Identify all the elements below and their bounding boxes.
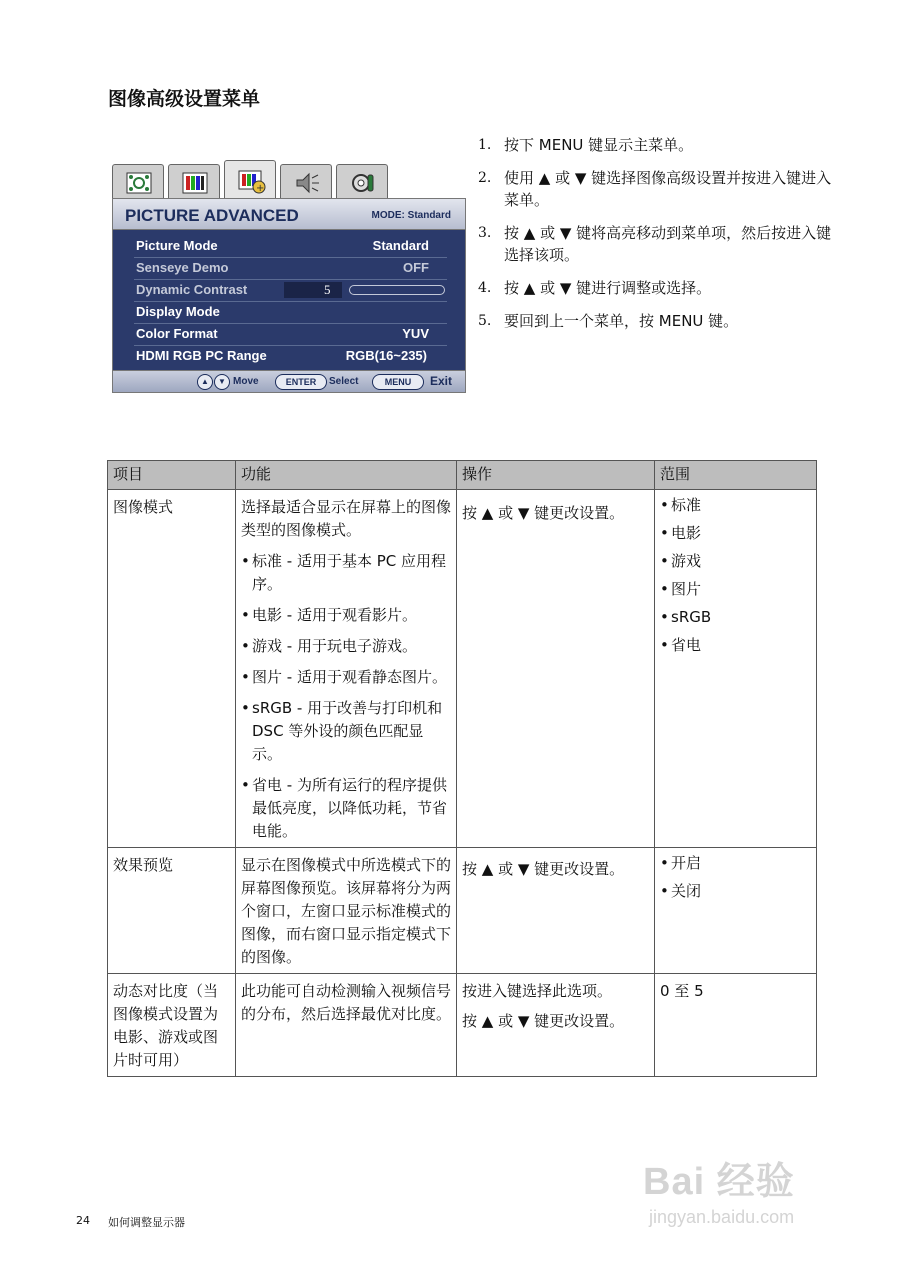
menu-button[interactable]: MENU bbox=[372, 374, 424, 390]
osd-footer bbox=[112, 370, 466, 393]
operation-text: 按 ▲ 或 ▼ 键更改设置。 bbox=[462, 860, 625, 878]
osd-row-value: Standard bbox=[372, 238, 429, 253]
column-header: 项目 bbox=[108, 461, 236, 490]
range-list bbox=[660, 852, 811, 903]
step-text: 按 ▲ 或 ▼ 键将高亮移动到菜单项，然后按进入键选择该项。 bbox=[504, 224, 832, 264]
column-header: 范围 bbox=[655, 461, 817, 490]
osd-row-value: OFF bbox=[403, 260, 429, 275]
instruction-steps bbox=[478, 134, 838, 343]
list-item: • 省电 bbox=[660, 634, 811, 657]
osd-row-dynamic-contrast[interactable] bbox=[134, 279, 447, 302]
list-item: • 图片 bbox=[660, 578, 811, 601]
page-number: 24 bbox=[76, 1214, 90, 1227]
function-cell: 此功能可自动检测输入视频信号的分布，然后选择最优对比度。 bbox=[236, 974, 457, 1077]
function-text: 选择最适合显示在屏幕上的图像类型的图像模式。 bbox=[241, 498, 452, 539]
picture-advanced-icon bbox=[238, 170, 266, 194]
item-cell: 动态对比度（当图像模式设置为电影、游戏或图片时可用） bbox=[108, 974, 236, 1077]
osd-row-label: Picture Mode bbox=[136, 238, 218, 253]
osd-row-label: HDMI RGB PC Range bbox=[136, 348, 267, 363]
osd-row-picture-mode[interactable] bbox=[134, 235, 447, 258]
settings-table bbox=[107, 460, 817, 1077]
up-arrow-icon[interactable]: ▲ bbox=[197, 374, 213, 390]
step-number: 2. bbox=[478, 170, 492, 186]
range-cell bbox=[655, 490, 817, 848]
function-cell bbox=[236, 490, 457, 848]
list-item: • 电影 bbox=[660, 522, 811, 545]
list-item: • 开启 bbox=[660, 852, 811, 875]
tab-picture[interactable] bbox=[168, 164, 220, 198]
range-cell bbox=[655, 848, 817, 974]
enter-button[interactable]: ENTER bbox=[275, 374, 327, 390]
range-list bbox=[660, 494, 811, 657]
baidu-watermark bbox=[643, 1150, 795, 1228]
step-item bbox=[478, 277, 838, 299]
column-header: 功能 bbox=[236, 461, 457, 490]
operation-text: 按进入键选择此选项。 bbox=[462, 982, 613, 1000]
operation-text: 按 ▲ 或 ▼ 键更改设置。 bbox=[462, 504, 625, 522]
tab-display[interactable] bbox=[112, 164, 164, 198]
step-number: 1. bbox=[478, 137, 492, 153]
list-item: • 游戏 bbox=[660, 550, 811, 573]
mode-list bbox=[241, 550, 451, 843]
osd-tabs bbox=[112, 160, 466, 198]
osd-row-value: RGB(16~235) bbox=[345, 348, 427, 363]
list-item: • 关闭 bbox=[660, 880, 811, 903]
step-text: 要回到上一个菜单，按 MENU 键。 bbox=[504, 312, 739, 330]
page-title: 图像高级设置菜单 bbox=[108, 88, 261, 110]
tab-system[interactable] bbox=[336, 164, 388, 198]
column-header: 操作 bbox=[457, 461, 655, 490]
step-number: 3. bbox=[478, 225, 492, 241]
table-row bbox=[108, 974, 817, 1077]
list-item: • 游戏 - 用于玩电子游戏。 bbox=[241, 635, 451, 658]
step-item bbox=[478, 222, 838, 266]
item-cell: 效果预览 bbox=[108, 848, 236, 974]
osd-row-hdmi-rgb-range[interactable] bbox=[134, 345, 447, 367]
table-row bbox=[108, 848, 817, 974]
contrast-slider[interactable] bbox=[349, 285, 445, 295]
step-text: 按 ▲ 或 ▼ 键进行调整或选择。 bbox=[504, 279, 712, 297]
watermark-url: jingyan.baidu.com bbox=[649, 1207, 795, 1227]
list-item: • sRGB - 用于改善与打印机和 DSC 等外设的颜色匹配显示。 bbox=[241, 697, 451, 766]
osd-header bbox=[112, 198, 466, 230]
operation-cell bbox=[457, 848, 655, 974]
list-item: • sRGB bbox=[660, 606, 811, 629]
table-row bbox=[108, 490, 817, 848]
list-item: • 图片 - 适用于观看静态图片。 bbox=[241, 666, 451, 689]
step-number: 4. bbox=[478, 280, 492, 296]
osd-row-color-format[interactable] bbox=[134, 323, 447, 346]
osd-mode: MODE: Standard bbox=[371, 210, 451, 221]
system-icon bbox=[350, 172, 376, 194]
osd-row-value: 5 bbox=[324, 282, 331, 297]
display-adjust-icon bbox=[126, 172, 152, 194]
list-item: • 省电 - 为所有运行的程序提供最低亮度，以降低功耗，节省电能。 bbox=[241, 774, 451, 843]
operation-text: 按 ▲ 或 ▼ 键更改设置。 bbox=[462, 1012, 625, 1030]
list-item: • 电影 - 适用于观看影片。 bbox=[241, 604, 451, 627]
svg-text:+: + bbox=[256, 183, 265, 194]
osd-row-senseye-demo[interactable] bbox=[134, 257, 447, 280]
function-cell: 显示在图像模式中所选模式下的屏幕图像预览。该屏幕将分为两个窗口，左窗口显示标准模式的图像，而右窗口显示指定模式下的图像。 bbox=[236, 848, 457, 974]
audio-icon bbox=[294, 172, 320, 194]
step-text: 使用 ▲ 或 ▼ 键选择图像高级设置并按进入键进入菜单。 bbox=[504, 169, 832, 209]
tab-picture-advanced[interactable] bbox=[224, 160, 276, 198]
range-cell: 0 至 5 bbox=[655, 974, 817, 1077]
osd-row-label: Senseye Demo bbox=[136, 260, 229, 275]
osd-row-label: Dynamic Contrast bbox=[136, 282, 248, 297]
osd-row-label: Display Mode bbox=[136, 304, 220, 319]
osd-list bbox=[112, 230, 466, 370]
step-number: 5. bbox=[478, 313, 492, 329]
osd-row-display-mode[interactable] bbox=[134, 301, 447, 324]
osd-value-box bbox=[284, 282, 342, 298]
step-item bbox=[478, 310, 838, 332]
footer-section-title: 如何调整显示器 bbox=[108, 1216, 185, 1229]
osd-row-value: YUV bbox=[402, 326, 429, 341]
operation-cell bbox=[457, 974, 655, 1077]
step-text: 按下 MENU 键显示主菜单。 bbox=[504, 136, 694, 154]
step-item bbox=[478, 167, 838, 211]
table-header-row bbox=[108, 461, 817, 490]
list-item: • 标准 bbox=[660, 494, 811, 517]
list-item: • 标准 - 适用于基本 PC 应用程序。 bbox=[241, 550, 451, 596]
item-cell: 图像模式 bbox=[108, 490, 236, 848]
down-arrow-icon[interactable]: ▼ bbox=[214, 374, 230, 390]
tab-audio[interactable] bbox=[280, 164, 332, 198]
operation-cell bbox=[457, 490, 655, 848]
move-label: Move bbox=[233, 376, 259, 387]
osd-row-label: Color Format bbox=[136, 326, 218, 341]
osd-menu bbox=[112, 160, 466, 393]
step-item bbox=[478, 134, 838, 156]
picture-icon bbox=[182, 172, 208, 194]
watermark-logo: Bai 经验 bbox=[643, 1161, 795, 1203]
exit-label: Exit bbox=[430, 374, 453, 388]
osd-title: PICTURE ADVANCED bbox=[125, 206, 299, 225]
select-label: Select bbox=[329, 376, 359, 387]
